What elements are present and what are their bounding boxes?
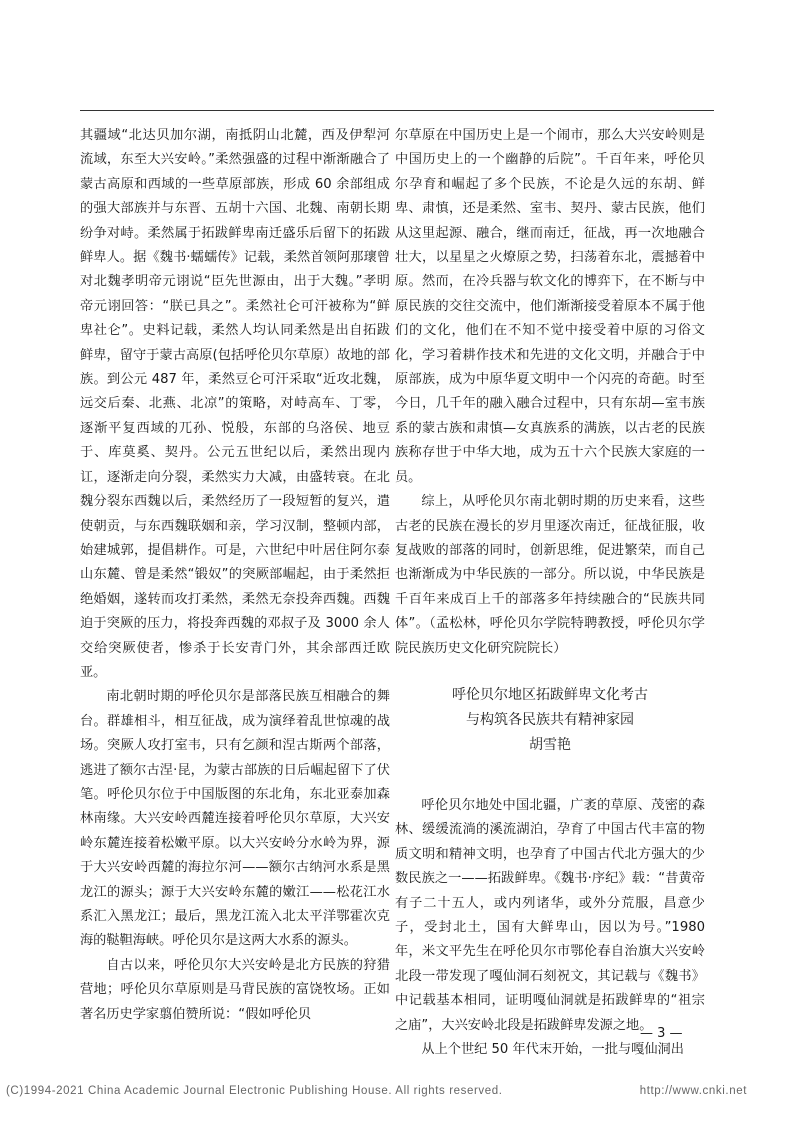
paragraph: 南北朝时期的呼伦贝尔是部落民族互相融合的舞台。群雄相斗，相互征战，成为演绎着乱世惊魂的战场。突厥人攻打室韦，只有乞颜和涅古斯两个部落，逃进了额尔古涅·昆，为蒙古部族的日后崛起留下了伏笔。呼伦贝尔位于中国版图的东北角，东北亚泰加森林南缘。大兴安岭西麓连接着呼伦贝尔草原，大兴安岭东麓连接着松嫩平原。以大兴安岭分水岭为界，源于大兴安岭西麓的海拉尔河——额尔古纳河水系是黑龙江的源头；源于大兴安岭东麓的嫩江——松花江水系汇入黑龙江；最后，黑龙江流入北太平洋鄂霍次克海的鞑靼海峡。呼伦贝尔是这两大水系的源头。: [80, 689, 390, 949]
article-heading: [395, 683, 705, 758]
paragraph: 呼伦贝尔地处中国北疆，广袤的草原、茂密的森林、缓缓流淌的溪流湖泊，孕育了中国古代丰富的物质文明和精神文明，也孕育了中国古代北方强大的少数民族之一——拓跋鲜卑。《魏书·序纪》载：“昔黄帝有子二十五人，或内列诸华，或外分荒服，昌意少子，受封北土，国有大鲜卑山，因以为号。”1980 年，米文平先生在呼伦贝尔市鄂伦春自治旗大兴安岭北段一带发现了嘎仙洞石刻祝文，其记载与《魏书》中记载基本相同，证明嘎仙洞就是拓跋鲜卑的“祖宗之庙”，大兴安岭北段是拓跋鲜卑发源之地。: [395, 797, 705, 1033]
cnki-link[interactable]: http://www.cnki.net: [639, 1085, 747, 1097]
paragraph: 综上，从呼伦贝尔南北朝时期的历史来看，这些古老的民族在漫长的岁月里逐次南迁，征战征服，收复战败的部落的同时，创新思维，促进繁荣，而自己也渐渐成为中华民族的一部分。所以说，中华民族是千百年来成百上千的部落多年持续融合的“民族共同体”。（孟松林，呼伦贝尔学院特聘教授，呼伦贝尔学院民族历史文化研究院院长）: [395, 494, 705, 656]
article-title-line-1: 呼伦贝尔地区拓跋鲜卑文化考古: [452, 686, 648, 703]
right-column: [395, 124, 705, 1062]
left-column: [80, 124, 390, 1027]
article-title-line-2: 与构筑各民族共有精神家园: [466, 711, 634, 728]
paragraph: 自古以来，呼伦贝尔大兴安岭是北方民族的狩猎营地；呼伦贝尔草原则是马背民族的富饶牧场。正如著名历史学家翦伯赞所说：“假如呼伦贝: [80, 957, 390, 1022]
header-rule: [80, 110, 714, 111]
paragraph: 其疆域“北达贝加尔湖，南抵阴山北麓，西及伊犁河流域，东至大兴安岭。”柔然强盛的过程中渐渐融合了蒙古高原和西域的一些草原部族，形成 60 余部组成的强大部族并与东晋、五胡十六国、北魏、南朝长期纷争对峙。柔然属于拓跋鲜卑南迁盛乐后留下的拓跋鲜卑人。据《魏书·蠕蠕传》记载，柔然首领阿那瓌曾对北魏孝明帝元诩说“臣先世源由，出于大魏。”孝明帝元诩回答：“朕已具之”。柔然社仑可汗被称为“鲜卑社仑”。史料记载，柔然人均认同柔然是出自拓跋鲜卑，留守于蒙古高原(包括呼伦贝尔草原）故地的部族。到公元 487 年，柔然豆仑可汗采取“近攻北魏，远交后秦、北燕、北凉”的策略，对峙高车、丁零，逐渐平复西域的兀孙、悦般，东部的乌洛侯、地豆于、库莫奚、契丹。公元五世纪以后，柔然出现内讧，逐渐走向分裂，柔然实力大减，由盛转衰。在北魏分裂东西魏以后，柔然经历了一段短暂的复兴，遣使朝贡，与东西魏联姻和亲，学习汉制，整顿内部，始建城郭，提倡耕作。可是，六世纪中叶居住阿尔泰山东麓、曾是柔然“锻奴”的突厥部崛起，由于柔然拒绝婚姻，遂转而攻打柔然，柔然无奈投奔西魏。西魏迫于突厥的压力，将投奔西魏的邓叔子及 3000 余人交给突厥使者，惨杀于长安青门外，其余部西迁欧亚。: [80, 128, 390, 680]
right-column-bottom-text: [395, 794, 705, 1062]
article-author: 胡雪艳: [529, 736, 571, 753]
right-column-top-text: [395, 124, 705, 661]
paragraph: 从上个世纪 50 年代末开始，一批与嘎仙洞出: [421, 1042, 684, 1057]
page-number: — 3 —: [640, 1026, 683, 1041]
paragraph: 尔草原在中国历史上是一个闹市，那么大兴安岭则是中国历史上的一个幽静的后院”。千百年来，呼伦贝尔孕育和崛起了多个民族，不论是久远的东胡、鲜卑、肃慎，还是柔然、室韦、契丹、蒙古民族，他们从这里起源、融合，继而南迁，征战，再一次地融合壮大，以星星之火燎原之势，扫荡着东北，震撼着中原。然而，在冷兵器与软文化的博弈下，在不断与中原民族的交往交流中，他们渐渐接受着原本不属于他们的文化，他们在不知不觉中接受着中原的习俗文化，学习着耕作技术和先进的文化文明，并融合于中原部族，成为中原华夏文明中一个闪亮的奇葩。时至今日，几千年的融入融合过程中，只有东胡—室韦族系的蒙古族和肃慎—女真族系的满族，以古老的民族族称存世于中华大地，成为五十六个民族大家庭的一员。: [395, 128, 705, 485]
copyright-notice: (C)1994-2021 China Academic Journal Electronic Publishing House. All rights reserved.: [6, 1085, 503, 1097]
